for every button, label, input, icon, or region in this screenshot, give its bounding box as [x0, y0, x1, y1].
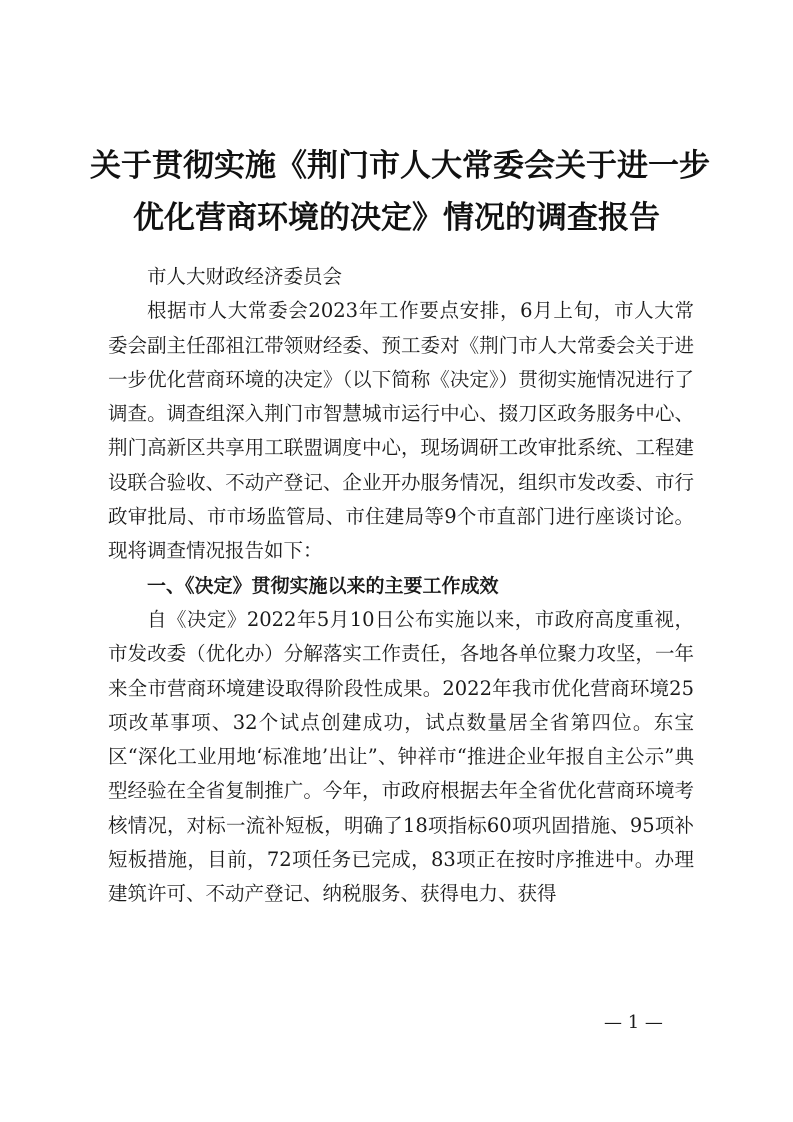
page-number: — 1 —: [604, 1012, 663, 1033]
document-body: [108, 260, 694, 912]
paragraph-intro: 根据市人大常委会2023年工作要点安排，6月上旬，市人大常委会副主任邵祖江带领财经委、预工委对《荆门市人大常委会关于进一步优化营商环境的决定》（以下简称《决定》）贯彻实施情况进行了调查。调查组深入荆门市智慧城市运行中心、掇刀区政务服务中心、荆门高新区共享用工联盟调度中心，现场调研工改审批系统、工程建设联合验收、不动产登记、企业开办服务情况，组织市发改委、市行政审批局、市市场监管局、市住建局等9个市直部门进行座谈讨论。现将调查情况报告如下：: [108, 299, 694, 563]
document-title-line-1: 关于贯彻实施《荆门市人大常委会关于进一步: [90, 148, 710, 184]
document-title-line-2: 优化营商环境的决定》情况的调查报告: [133, 200, 660, 236]
author-line: 市人大财政经济委员会: [147, 265, 343, 288]
paragraph-achievements: 自《决定》2022年5月10日公布实施以来，市政府高度重视，市发改委（优化办）分解落实工作责任，各地各单位聚力攻坚，一年来全市营商环境建设取得阶段性成果。2022年我市优化营商环境25项改革事项、32个试点创建成功，试点数量居全省第四位。东宝区“深化工业用地‘标准地’出让”、钟祥市“推进企业年报自主公示”典型经验在全省复制推广。今年，市政府根据去年全省优化营商环境考核情况，对标一流补短板，明确了18项指标60项巩固措施、95项补短板措施，目前，72项任务已完成，83项正在按时序推进中。办理建筑许可、不动产登记、纳税服务、获得电力、获得: [108, 607, 694, 906]
section-heading-1: 一、《决定》贯彻实施以来的主要工作成效: [147, 574, 499, 597]
